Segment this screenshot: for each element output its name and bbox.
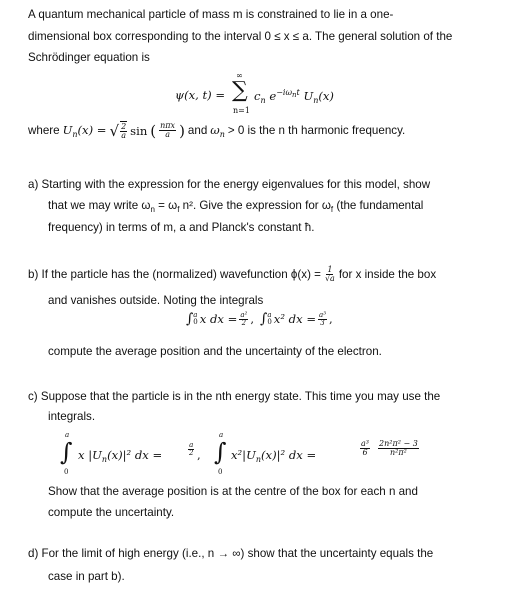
part-c-intb-frac1 — [360, 440, 370, 457]
part-b-int2-limits — [267, 312, 271, 326]
part-b-int1-top: a — [193, 311, 198, 319]
part-c-intb-frac2 — [378, 440, 419, 457]
part-c-inta-sign: ∫ — [60, 438, 73, 466]
where-tail: > 0 is the n th harmonic frequency. — [227, 124, 406, 137]
part-b-int1-num: a² — [240, 310, 248, 319]
eq1-u-sub: n — [313, 96, 319, 105]
part-b-int1-bot: 0 — [193, 318, 198, 326]
part-c-line-4: compute the uncertainty. — [48, 506, 175, 519]
sqrt-num: 2 — [121, 122, 127, 131]
where-un-arg: (x) = — [77, 122, 107, 137]
part-d-line-2: case in part b). — [48, 570, 125, 583]
part-b-int2-num: a³ — [319, 310, 327, 319]
eq1-u: U — [303, 89, 314, 103]
part-b-fraction — [324, 266, 336, 283]
part-a-line-2 — [48, 199, 423, 214]
part-b-frac-num: 1 — [327, 265, 333, 274]
part-d-line-1: d) For the limit of high energy (i.e., n → ∞) show that the uncertainty equals the — [28, 547, 434, 560]
eq1-sum-bottom: n=1 — [233, 106, 250, 115]
part-c-intb-top: a — [219, 431, 224, 439]
sin-paren-open: ( — [150, 121, 157, 140]
part-b-integrals — [186, 311, 333, 327]
intro-line-1: A quantum mechanical particle of mass m is constrained to lie in a one- — [28, 8, 394, 21]
eq1-c-sub: n — [260, 96, 266, 105]
part-b-l1-post: for x inside the box — [338, 268, 437, 281]
part-c-intb-sub: n — [255, 455, 262, 464]
sin-fraction — [159, 122, 176, 139]
part-c-intb-body — [231, 448, 316, 464]
part-c-inta-body — [78, 448, 162, 464]
where-omega — [210, 123, 225, 139]
sin-num: nπx — [160, 121, 176, 130]
part-b-int2-bot: 0 — [267, 318, 272, 326]
part-c-inta-bot: 0 — [64, 468, 69, 476]
part-a-line-1: a) Starting with the expression for the energy eigenvalues for this model, show — [28, 178, 431, 191]
eq1-exp-t: t — [296, 88, 300, 97]
eq1-exp — [276, 88, 300, 97]
eq1-exp-text: −iω — [276, 88, 293, 97]
part-b-l1-pre: b) If the particle has the (normalized) wavefunction ϕ(x) = — [28, 268, 321, 281]
part-b-comma2: , — [329, 312, 333, 326]
part-c-intb-bot: 0 — [218, 468, 223, 476]
part-b-line-1 — [28, 266, 436, 283]
part-c-intb-num1: a³ — [361, 439, 369, 448]
where-omega-sym: ω — [210, 122, 220, 137]
eq1-u-arg: (x) — [318, 89, 334, 103]
part-b-int1-frac — [239, 312, 248, 327]
part-b-int2-frac — [318, 312, 327, 327]
part-c-inta-top: a — [65, 431, 70, 439]
where-un-u: U — [62, 122, 73, 137]
eq1-c: c — [254, 89, 261, 103]
sin-den: a — [165, 130, 170, 139]
part-a-l2-d: (the fundamental — [333, 199, 424, 212]
eq1-lhs: ψ(x, t) = — [175, 88, 226, 102]
part-c-intb-tail: (x)|² dx = — [261, 448, 317, 462]
where-prefix: where — [28, 124, 60, 137]
sin-paren-close: ) — [179, 121, 185, 140]
part-c-inta-num: a — [189, 441, 194, 449]
eq1-sum-sign: ∑ — [232, 78, 248, 103]
eq1-e: e — [269, 89, 277, 103]
part-b-int2-den: 3 — [320, 318, 325, 327]
part-b-comma1: , — [250, 312, 255, 326]
part-a-l2-sub1: n — [150, 205, 155, 214]
sqrt-sign: √ — [109, 121, 120, 140]
part-c-line-3: Show that the average position is at the centre of the box for each n and — [48, 485, 418, 498]
eq1-rhs — [254, 88, 334, 105]
part-c-inta-body-a: x |U — [78, 448, 102, 462]
part-c-intb-den1: 6 — [362, 448, 368, 457]
where-and: and — [187, 124, 208, 137]
part-b-int1-sign: ∫ — [186, 311, 194, 327]
part-c-comma: , — [197, 448, 201, 462]
sqrt-den: a — [121, 131, 126, 140]
where-un-sub: n — [72, 129, 78, 139]
where-un — [63, 123, 107, 139]
part-b-line-2: and vanishes outside. Noting the integrals — [48, 294, 264, 307]
part-a-l2-sub3: f — [330, 205, 334, 214]
part-b-int2-top: a — [267, 311, 272, 319]
sin-fn: sin — [130, 123, 148, 138]
sqrt-fraction — [120, 121, 127, 140]
part-a-l2-a: that we may write ω — [48, 199, 151, 212]
part-b-int1-den: 2 — [241, 318, 247, 327]
part-c-intb-body-a: x²|U — [231, 448, 256, 462]
part-b-int1-limits — [193, 312, 197, 326]
part-a-l2-c: n². Give the expression for ω — [179, 199, 331, 212]
part-c-inta-den: 2 — [189, 449, 194, 457]
part-c-inta-sub: n — [101, 455, 108, 464]
where-omega-sub: n — [219, 129, 225, 139]
part-c-line-2: integrals. — [48, 410, 96, 423]
part-c-inta-frac — [188, 442, 194, 457]
part-c-line-1: c) Suppose that the particle is in the nth energy state. This time you may use the — [28, 390, 441, 403]
eq1-exp-sub: n — [292, 91, 297, 99]
intro-line-2: dimensional box corresponding to the interval 0 ≤ x ≤ a. The general solution of the — [28, 30, 453, 43]
part-c-intb-den2: n²π² — [389, 448, 407, 457]
eq1-sum-top: ∞ — [236, 71, 243, 80]
part-b-int2-sign: ∫ — [260, 311, 268, 327]
part-c-intb-sign: ∫ — [214, 438, 227, 466]
part-a-line-3: frequency) in terms of m, a and Planck's constant ħ. — [48, 221, 315, 234]
part-a-l2-sub2: f — [177, 205, 180, 214]
part-b-int1-body: x dx = — [199, 312, 238, 326]
part-b-frac-den: √a — [324, 274, 335, 283]
part-b-line-3: compute the average position and the uncertainty of the electron. — [48, 345, 382, 358]
part-c-intb-num2: 2n²π² − 3 — [379, 439, 418, 448]
intro-line-3: Schrödinger equation is — [28, 51, 150, 64]
part-a-l2-b: = ω — [154, 199, 178, 212]
where-line — [28, 121, 405, 140]
part-c-inta-tail: (x)|² dx = — [107, 448, 163, 462]
part-b-int2-body: x² dx = — [273, 312, 317, 326]
